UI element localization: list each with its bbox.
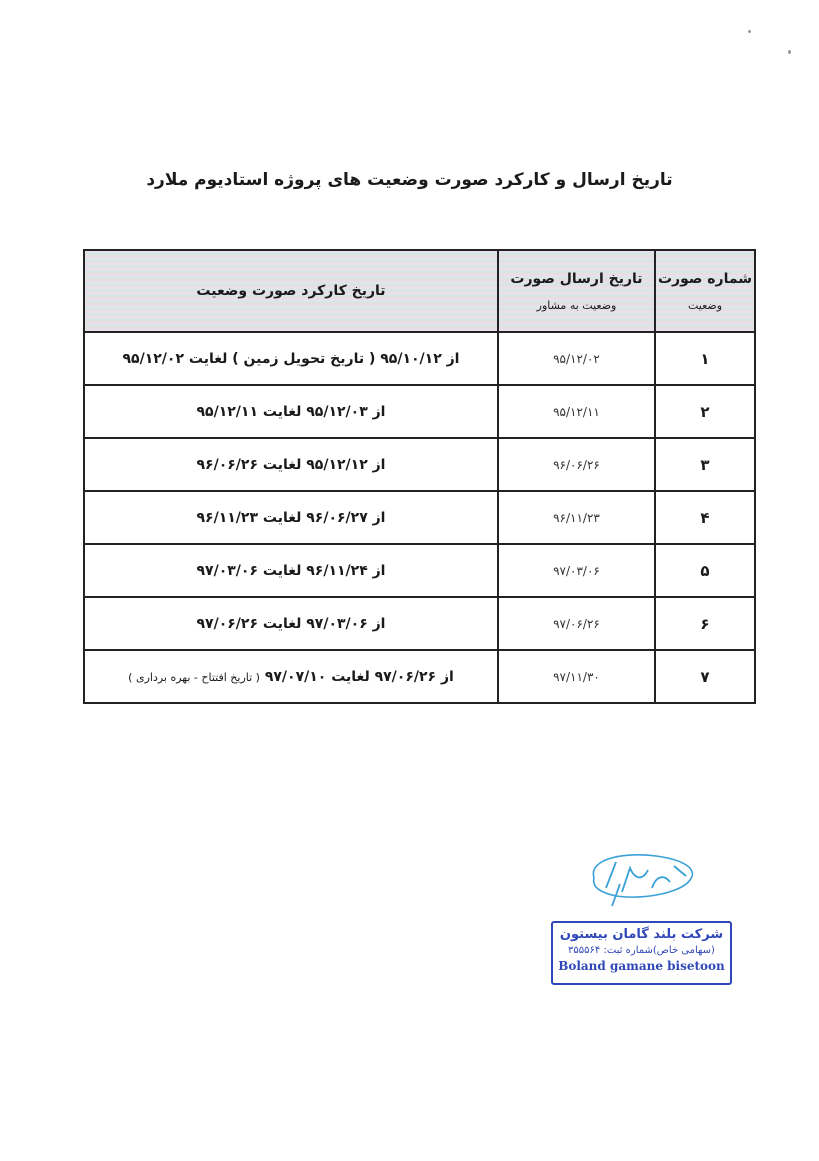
table-row — [84, 650, 755, 703]
page-title: تاریخ ارسال و کارکرد صورت وضعیت های پروژه استادیوم ملارد — [146, 170, 673, 190]
header-period-label: تاریخ کارکرد صورت وضعیت — [196, 283, 386, 299]
row-period — [84, 650, 498, 703]
row-period-text: از ۹۵/۱۲/۰۳ لغایت ۹۵/۱۲/۱۱ — [196, 403, 386, 420]
table-row — [84, 438, 755, 491]
row-period-text: از ۹۵/۱۰/۱۲ ( تاریخ تحویل زمین ) لغایت ۹۵/۱۲/۰۲ — [122, 350, 460, 367]
row-period — [84, 491, 498, 544]
row-period-note: ( تاریخ افتتاح - بهره برداری ) — [128, 670, 260, 684]
header-number-line2: وضعیت — [687, 298, 723, 312]
row-period-text: از ۹۷/۰۳/۰۶ لغایت ۹۷/۰۶/۲۶ — [196, 615, 386, 632]
row-period-text: از ۹۷/۰۶/۲۶ لغایت ۹۷/۰۷/۱۰ — [264, 668, 454, 685]
table-row — [84, 332, 755, 385]
row-sent-date: ۹۶/۱۱/۲۳ — [498, 491, 655, 544]
row-period — [84, 544, 498, 597]
row-sent-date: ۹۵/۱۲/۱۱ — [498, 385, 655, 438]
header-number-line1: شماره صورت — [657, 270, 753, 287]
header-sent-line2: وضعیت به مشاور — [536, 298, 617, 312]
row-number: ۷ — [655, 650, 755, 703]
row-period-text: از ۹۵/۱۲/۱۲ لغایت ۹۶/۰۶/۲۶ — [196, 456, 386, 473]
stamp-company-fa: شرکت بلند گامان بیستون — [559, 927, 724, 942]
table-header-row — [84, 250, 755, 332]
header-number — [655, 250, 755, 332]
row-number: ۶ — [655, 597, 755, 650]
row-period — [84, 332, 498, 385]
row-number: ۳ — [655, 438, 755, 491]
company-stamp — [551, 921, 732, 985]
row-sent-date: ۹۷/۰۳/۰۶ — [498, 544, 655, 597]
scan-speck — [788, 50, 791, 54]
table-row — [84, 385, 755, 438]
header-sent-line1: تاریخ ارسال صورت — [510, 270, 643, 287]
header-sent-date — [498, 250, 655, 332]
row-number: ۴ — [655, 491, 755, 544]
status-table — [83, 249, 756, 704]
row-period — [84, 597, 498, 650]
row-number: ۲ — [655, 385, 755, 438]
row-sent-date: ۹۶/۰۶/۲۶ — [498, 438, 655, 491]
table-row — [84, 597, 755, 650]
row-sent-date: ۹۷/۰۶/۲۶ — [498, 597, 655, 650]
stamp-company-en: Boland gamane bisetoon — [558, 959, 725, 973]
row-number: ۱ — [655, 332, 755, 385]
row-sent-date: ۹۵/۱۲/۰۲ — [498, 332, 655, 385]
row-sent-date: ۹۷/۱۱/۳۰ — [498, 650, 655, 703]
table-row — [84, 491, 755, 544]
stamp-registration: (سهامی خاص)شماره ثبت: ۳۵۵۵۶۴ — [568, 945, 715, 956]
row-period-text: از ۹۶/۱۱/۲۴ لغایت ۹۷/۰۳/۰۶ — [196, 562, 386, 579]
row-period — [84, 438, 498, 491]
handwritten-signature-icon — [586, 848, 702, 910]
header-period — [84, 250, 498, 332]
row-period-text: از ۹۶/۰۶/۲۷ لغایت ۹۶/۱۱/۲۳ — [196, 509, 386, 526]
scan-speck — [748, 30, 751, 33]
table-row — [84, 544, 755, 597]
row-number: ۵ — [655, 544, 755, 597]
row-period — [84, 385, 498, 438]
